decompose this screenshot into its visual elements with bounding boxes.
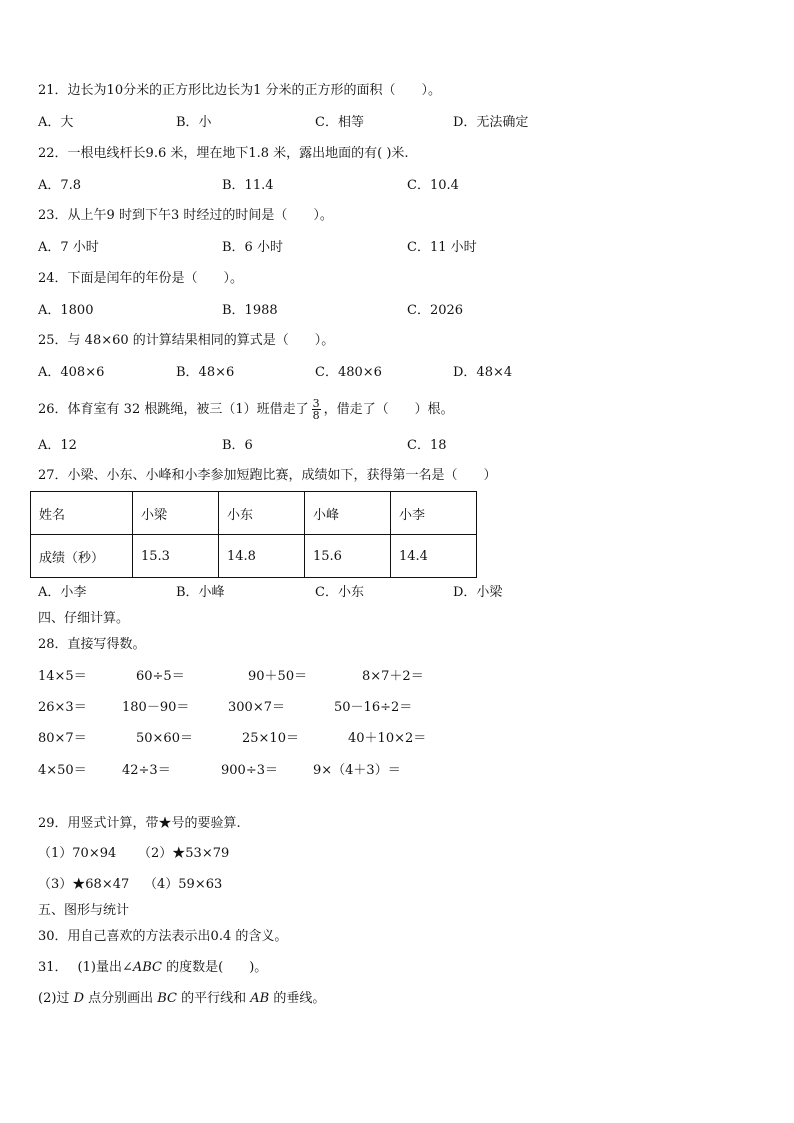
score-table xyxy=(30,491,477,578)
calc-item: 25×10＝ xyxy=(242,731,299,746)
question-31-text-d: 点分别画出 xyxy=(84,991,158,1006)
question-21-option-a: A．大 xyxy=(38,115,74,130)
segment-label: BC xyxy=(157,991,178,1006)
table-cell: 15.3 xyxy=(133,535,219,578)
section-4-heading: 四、仔细计算。 xyxy=(38,611,130,626)
calc-item: 50×60＝ xyxy=(136,731,193,746)
question-24-option-b: B．1988 xyxy=(222,303,278,318)
table-cell: 小李 xyxy=(391,492,477,535)
question-28-stem: 28．直接写得数。 xyxy=(38,637,146,652)
vertical-calc-item: （1）70×94 xyxy=(38,846,117,861)
question-23-option-a: A．7 小时 xyxy=(38,240,99,255)
question-31-text-b: 的度数是( )。 xyxy=(162,960,268,975)
angle-label: ABC xyxy=(132,960,162,975)
question-24-option-c: C．2026 xyxy=(407,303,464,318)
question-27-option-b: B．小峰 xyxy=(176,585,225,600)
table-cell: 小峰 xyxy=(305,492,391,535)
question-26-option-b: B．6 xyxy=(222,438,253,453)
question-31-text-e: 的平行线和 xyxy=(177,991,251,1006)
question-22-option-a: A．7.8 xyxy=(38,178,82,193)
vertical-calc-item: （4）59×63 xyxy=(144,877,223,892)
table-cell: 小东 xyxy=(219,492,305,535)
question-25-option-d: D．48×4 xyxy=(453,365,513,380)
table-cell: 14.8 xyxy=(219,535,305,578)
question-21-option-b: B．小 xyxy=(176,115,212,130)
calc-item: 8×7＋2＝ xyxy=(362,669,424,684)
calc-item: 4×50＝ xyxy=(38,763,87,778)
question-22-option-c: C．10.4 xyxy=(407,178,459,193)
question-26-option-a: A．12 xyxy=(38,438,77,453)
question-26-stem-part1: 26．体育室有 32 根跳绳，被三（1）班借走了 xyxy=(38,402,309,417)
fraction-denominator: 8 xyxy=(312,409,320,422)
question-26-option-c: C．18 xyxy=(407,438,447,453)
calc-item: 180－90＝ xyxy=(122,700,190,715)
calc-item: 90＋50＝ xyxy=(248,669,308,684)
question-31-text-a: (1)量出∠ xyxy=(77,960,133,975)
calc-item: 300×7＝ xyxy=(228,700,285,715)
question-24-option-a: A．1800 xyxy=(38,303,94,318)
section-5-heading: 五、图形与统计 xyxy=(38,903,130,918)
fraction-three-eighths xyxy=(312,398,321,421)
question-23-option-b: B．6 小时 xyxy=(222,240,283,255)
calc-item: 50－16÷2＝ xyxy=(334,700,413,715)
question-31-number: 31． xyxy=(38,960,68,975)
vertical-calc-item: （2）★53×79 xyxy=(138,846,230,861)
question-22-stem: 22．一根电线杆长9.6 米，埋在地下1.8 米，露出地面的有( )米. xyxy=(38,146,409,161)
question-27-stem: 27．小梁、小东、小峰和小李参加短跑比赛，成绩如下，获得第一名是（ ） xyxy=(38,468,497,483)
calc-item: 900÷3＝ xyxy=(221,763,278,778)
question-31-part1 xyxy=(38,959,267,977)
calc-item: 40＋10×2＝ xyxy=(348,731,427,746)
table-row xyxy=(31,535,477,578)
calc-item: 26×3＝ xyxy=(38,700,87,715)
question-26-stem xyxy=(38,398,454,421)
table-cell: 成绩（秒） xyxy=(31,535,133,578)
question-24-stem: 24．下面是闰年的年份是（ ）。 xyxy=(38,271,244,286)
calc-item: 42÷3＝ xyxy=(122,763,171,778)
table-cell: 15.6 xyxy=(305,535,391,578)
question-21-option-c: C．相等 xyxy=(315,115,364,130)
question-25-option-c: C．480×6 xyxy=(315,365,382,380)
question-26-stem-part2: ，借走了（ ）根。 xyxy=(323,402,454,417)
question-30-stem: 30．用自己喜欢的方法表示出0.4 的含义。 xyxy=(38,929,288,944)
calc-item: 60÷5＝ xyxy=(136,669,185,684)
question-25-stem: 25．与 48×60 的计算结果相同的算式是（ ）。 xyxy=(38,333,335,348)
vertical-calc-item: （3）★68×47 xyxy=(38,877,130,892)
segment-label: AB xyxy=(250,991,270,1006)
question-21-option-d: D．无法确定 xyxy=(453,115,529,130)
question-27-option-a: A．小李 xyxy=(38,585,87,600)
question-31-text-c: (2)过 xyxy=(38,991,74,1006)
question-23-option-c: C．11 小时 xyxy=(407,240,477,255)
question-25-option-a: A．408×6 xyxy=(38,365,105,380)
table-header-row xyxy=(31,492,477,535)
point-label: D xyxy=(73,991,84,1006)
calc-item: 80×7＝ xyxy=(38,731,87,746)
question-27-option-d: D．小梁 xyxy=(453,585,503,600)
question-22-option-b: B．11.4 xyxy=(222,178,274,193)
question-29-stem: 29．用竖式计算，带★号的要验算. xyxy=(38,816,241,831)
question-25-option-b: B．48×6 xyxy=(176,365,235,380)
calc-item: 14×5＝ xyxy=(38,669,87,684)
question-21-stem: 21．边长为10分米的正方形比边长为1 分米的正方形的面积（ ）。 xyxy=(38,83,441,98)
question-23-stem: 23．从上午9 时到下午3 时经过的时间是（ ）。 xyxy=(38,208,333,223)
fraction-numerator: 3 xyxy=(312,397,320,410)
question-31-text-f: 的垂线。 xyxy=(269,991,326,1006)
table-cell: 小梁 xyxy=(133,492,219,535)
question-31-part2 xyxy=(38,990,325,1008)
question-27-option-c: C．小东 xyxy=(315,585,364,600)
calc-item: 9×（4＋3）＝ xyxy=(313,763,401,778)
table-cell: 14.4 xyxy=(391,535,477,578)
table-cell: 姓名 xyxy=(31,492,133,535)
